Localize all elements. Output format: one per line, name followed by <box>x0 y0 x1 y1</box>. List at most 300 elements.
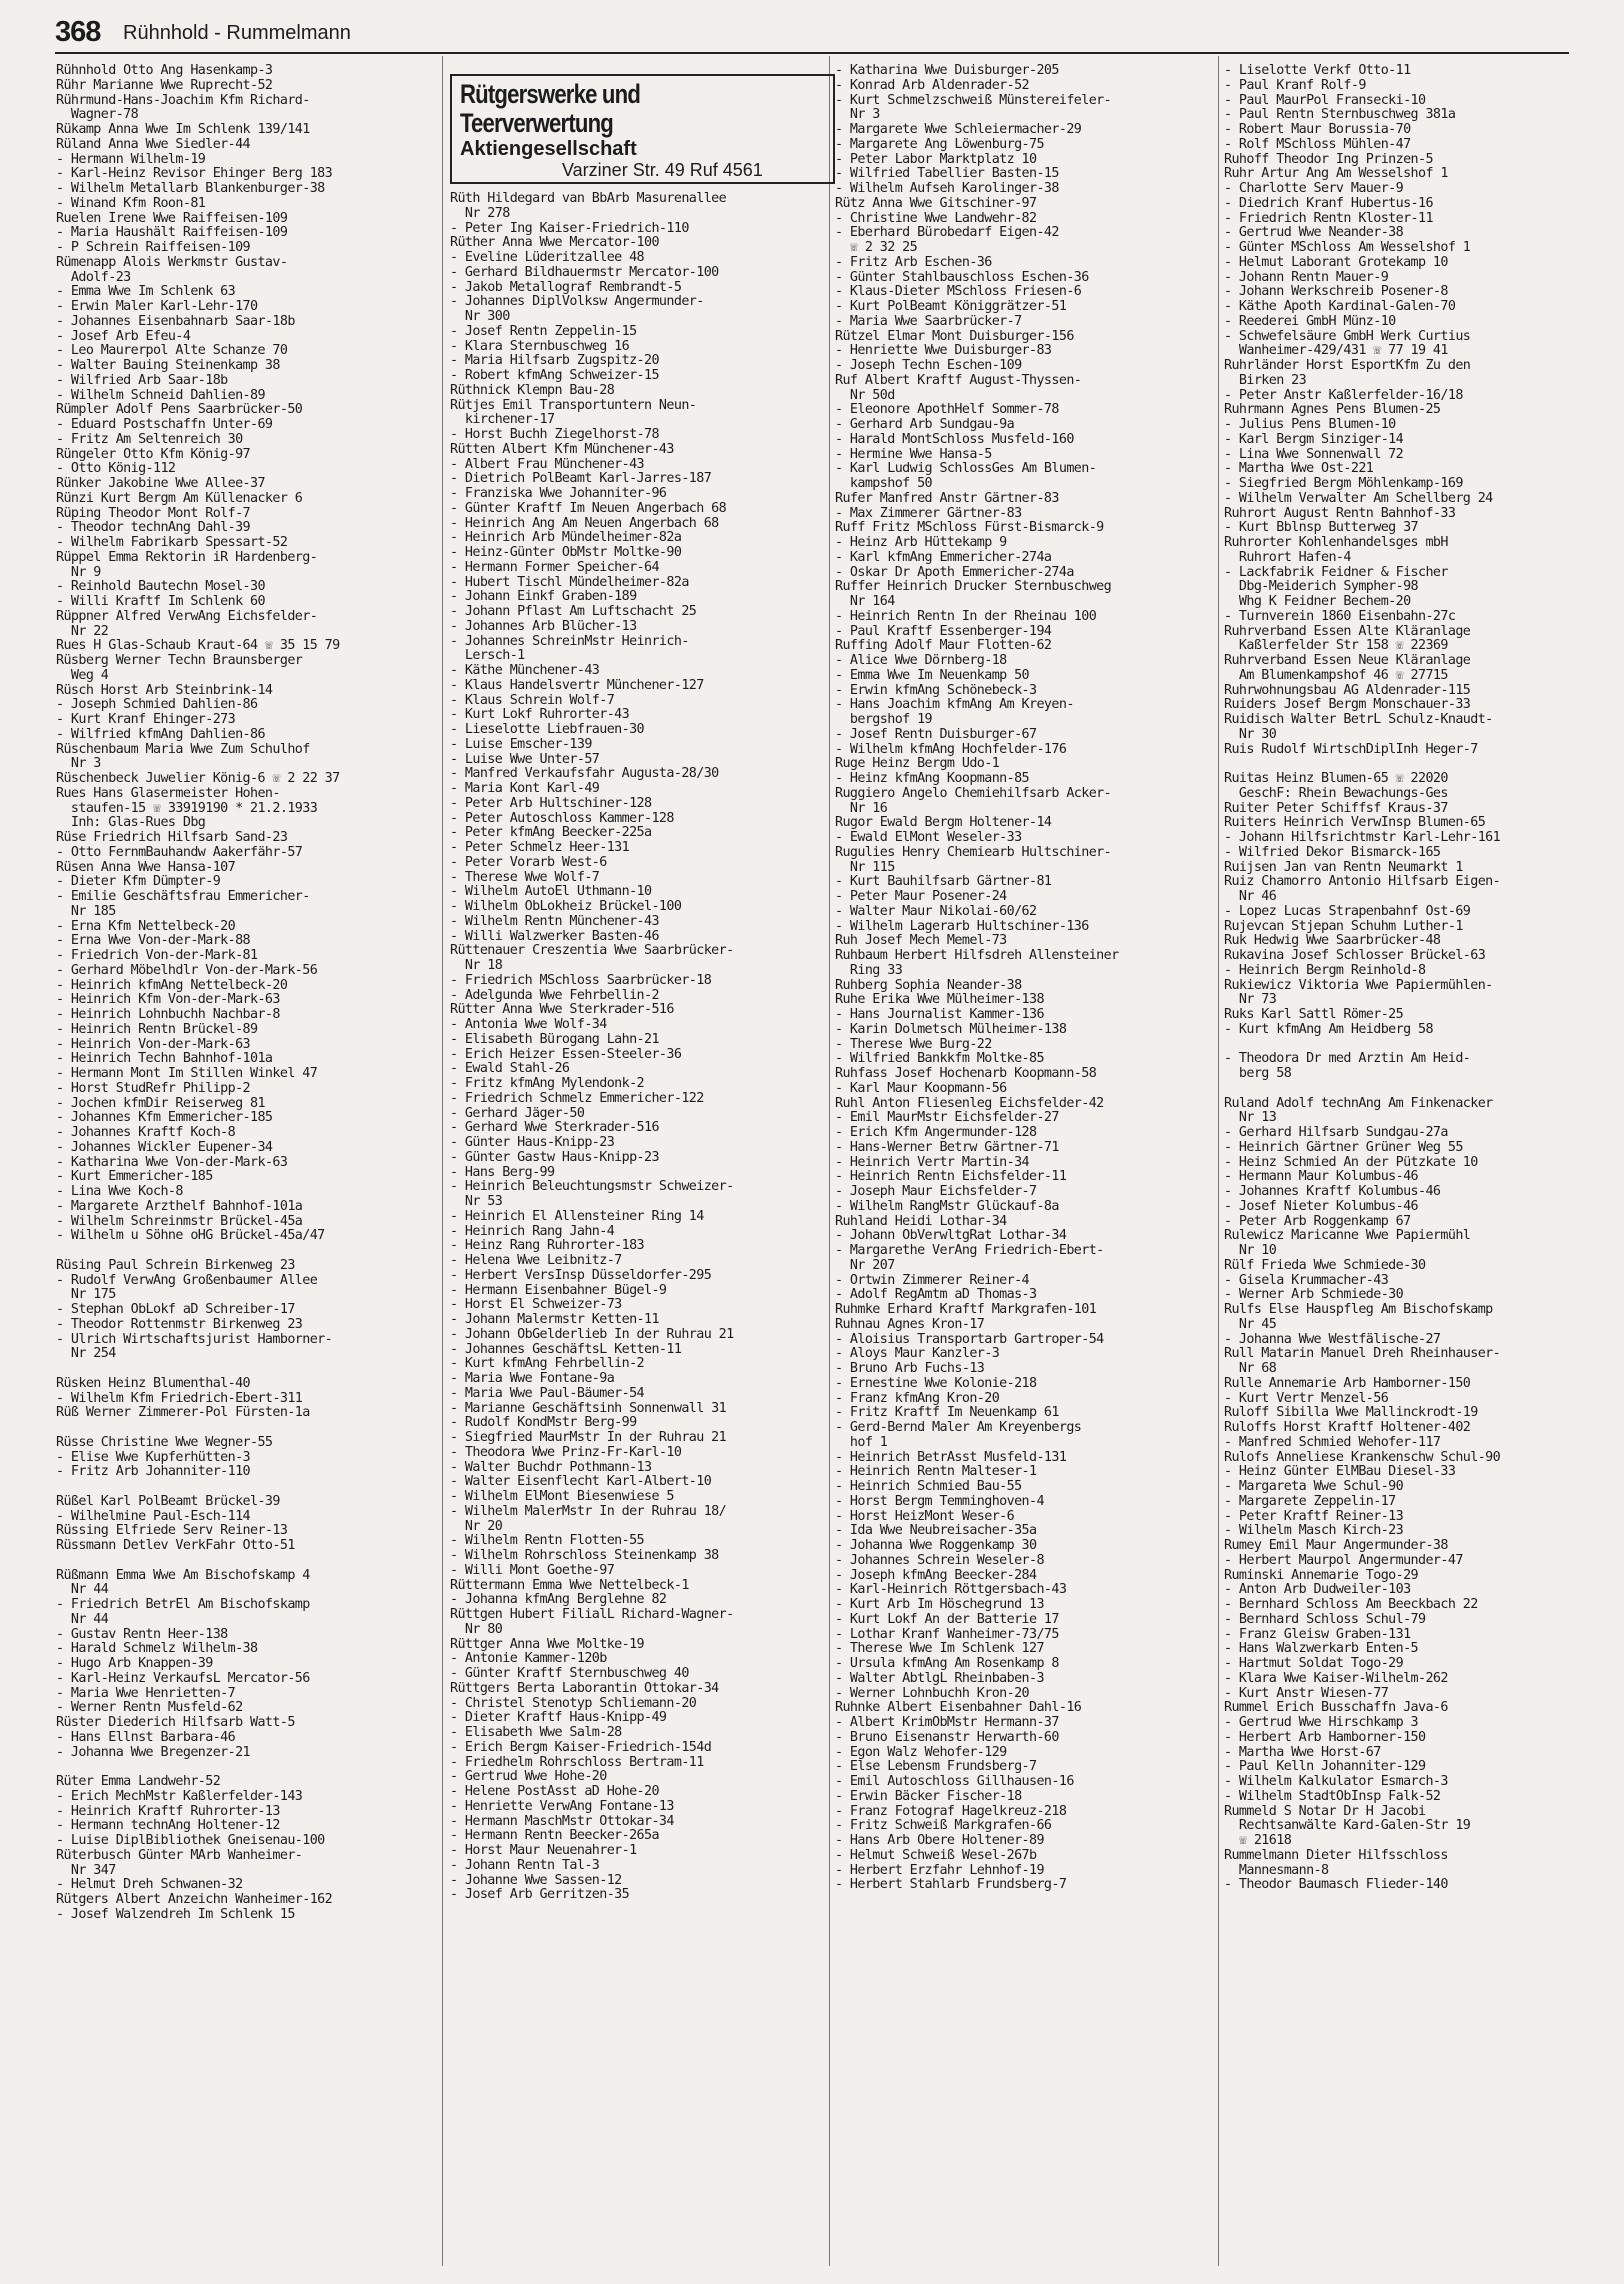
directory-entry: - Erna Wwe Von-der-Mark-88 <box>56 934 251 949</box>
directory-entry: - Franz Fotograf Hagelkreuz-218 <box>835 1804 1067 1819</box>
directory-entry: - Eveline Lüderitzallee 48 <box>450 251 645 265</box>
directory-entry: - Erich Heizer Essen-Steeler-36 <box>450 1047 682 1062</box>
directory-entry: Rührmund-Hans-Joachim Kfm Richard- <box>56 93 310 108</box>
directory-entry: - Elisabeth Bürogang Lahn-21 <box>450 1032 659 1047</box>
directory-entry: - Hartmut Soldat Togo-29 <box>1224 1657 1404 1671</box>
directory-entry: - Gertrud Wwe Neander-38 <box>1224 226 1404 241</box>
directory-entry: - Karl-Heinz VerkaufsL Mercator-56 <box>56 1671 310 1686</box>
directory-entry: Rulofs Anneliese Krankenschw Schul-90 <box>1224 1450 1501 1465</box>
directory-entry: Rütjes Emil Transportuntern Neun- <box>450 398 697 413</box>
directory-entry: Rüppner Alfred VerwAng Eichsfelder- <box>56 609 318 624</box>
directory-entry: - Peter Maur Posener-24 <box>835 890 1007 904</box>
directory-entry: Ruloff Sibilla Wwe Mallinckrodt-19 <box>1224 1406 1478 1421</box>
directory-entry: - Albert Frau Münchener-43 <box>450 457 645 472</box>
directory-entry: - Peter Arb Hultschiner-128 <box>450 796 652 811</box>
directory-entry: - Hans Joachim kfmAng Am Kreyen- <box>835 698 1074 713</box>
directory-entry: - Heinrich Rentn Eichsfelder-11 <box>835 1170 1067 1185</box>
directory-entry: - Friedrich BetrEl Am Bischofskamp <box>56 1598 310 1612</box>
directory-entry: - Margarete Ang Löwenburg-75 <box>835 137 1044 152</box>
directory-entry: Wanheimer-429/431 ☏ 77 19 41 <box>1224 344 1448 359</box>
directory-entry: - Wilhelm StadtObInsp Falk-52 <box>1224 1789 1441 1804</box>
directory-entry: - Katharina Wwe Von-der-Mark-63 <box>56 1155 288 1170</box>
directory-entry: Nr 80 <box>450 1622 503 1637</box>
directory-entry: Rüping Theodor Mont Rolf-7 <box>56 506 251 521</box>
directory-entry: - Johann ObVerwltgRat Lothar-34 <box>835 1229 1067 1244</box>
directory-entry: - Hermann Former Speicher-64 <box>450 560 659 575</box>
directory-entry: - Josef Nieter Kolumbus-46 <box>1224 1199 1419 1214</box>
directory-entry: - Peter Autoschloss Kammer-128 <box>450 811 674 826</box>
directory-entry: - Hermann technAng Holtener-12 <box>56 1819 280 1834</box>
directory-entry: Rüster Diederich Hilfsarb Watt-5 <box>56 1716 295 1730</box>
directory-entry: - Helene PostAsst aD Hohe-20 <box>450 1785 659 1799</box>
directory-entry: Ruhfass Josef Hochenarb Koopmann-58 <box>835 1067 1097 1081</box>
directory-entry: - Reinhold Bautechn Mosel-30 <box>56 580 265 595</box>
directory-entry: Ruhl Anton Fliesenleg Eichsfelder-42 <box>835 1096 1104 1111</box>
directory-entry <box>56 1362 441 1377</box>
directory-entry: - Henriette VerwAng Fontane-13 <box>450 1799 674 1814</box>
directory-entry: - Josef Arb Gerritzen-35 <box>450 1888 630 1903</box>
directory-entry: - Manfred Verkaufsfahr Augusta-28/30 <box>450 767 719 782</box>
directory-entry: Nr 18 <box>450 959 503 973</box>
directory-entry: - Franziska Wwe Johanniter-96 <box>450 487 667 501</box>
directory-entry: - Wilhelmine Paul-Esch-114 <box>56 1509 251 1524</box>
directory-entry: Rummelmann Dieter Hilfsschloss <box>1224 1848 1448 1863</box>
directory-entry: - Johann Rentn Tal-3 <box>450 1858 600 1873</box>
directory-entry: - Käthe Münchener-43 <box>450 664 600 678</box>
directory-entry: - Rudolf KondMstr Berg-99 <box>450 1416 637 1431</box>
directory-entry: - Josef Arb Efeu-4 <box>56 329 191 344</box>
directory-entry: - Otto König-112 <box>56 462 176 477</box>
directory-entry: - Johann Rentn Mauer-9 <box>1224 270 1389 285</box>
directory-entry: berg 58 <box>1224 1067 1292 1081</box>
directory-entry: - Henriette Wwe Duisburger-83 <box>835 344 1052 359</box>
directory-entry: - Hans-Werner Betrw Gärtner-71 <box>835 1140 1059 1155</box>
directory-entry: - Wilhelm Rentn Flotten-55 <box>450 1534 645 1549</box>
directory-entry: - Dieter Kfm Dümpter-9 <box>56 875 221 890</box>
directory-entry: Rütten Albert Kfm Münchener-43 <box>450 442 674 457</box>
directory-entry: - Diedrich Kranf Hubertus-16 <box>1224 196 1433 211</box>
directory-entry: - Klara Wwe Kaiser-Wilhelm-262 <box>1224 1671 1448 1686</box>
directory-entry: - Manfred Schmied Wehofer-117 <box>1224 1435 1441 1450</box>
directory-entry: - Willi Mont Goethe-97 <box>450 1563 615 1578</box>
directory-entry: - Maria Wwe Paul-Bäumer-54 <box>450 1386 645 1401</box>
column-divider <box>442 56 443 2266</box>
directory-entry: Rulfs Else Hauspfleg Am Bischofskamp <box>1224 1303 1493 1317</box>
directory-entry: - Antonia Wwe Wolf-34 <box>450 1018 607 1032</box>
directory-entry: - Luise DiplBibliothek Gneisenau-100 <box>56 1834 325 1848</box>
directory-entry: - Johannes Schrein Weseler-8 <box>835 1553 1044 1568</box>
directory-entry: - Fritz Arb Johanniter-110 <box>56 1465 251 1480</box>
directory-entry: - Maria Wwe Saarbrücker-7 <box>835 314 1022 329</box>
directory-entry: - Josef Rentn Zeppelin-15 <box>450 324 637 339</box>
directory-entry: - Paul Kraftf Essenberger-194 <box>835 624 1052 639</box>
directory-entry: - Gerd-Bernd Maler Am Kreyenbergs <box>835 1421 1082 1435</box>
directory-entry: - Wilhelm Kalkulator Esmarch-3 <box>1224 1775 1448 1789</box>
directory-entry: - Peter Vorarb West-6 <box>450 855 607 870</box>
directory-entry: - Johanne Wwe Sassen-12 <box>450 1873 622 1888</box>
directory-entry: - Friedhelm Rohrschloss Bertram-11 <box>450 1755 704 1770</box>
directory-entry: Nr 3 <box>835 108 880 123</box>
directory-entry: - Stephan ObLokf aD Schreiber-17 <box>56 1303 295 1317</box>
directory-entry: - Horst HeizMont Weser-6 <box>835 1509 1015 1524</box>
directory-entry: Rulewicz Maricanne Wwe Papiermühl <box>1224 1229 1471 1244</box>
directory-entry: - Martha Wwe Horst-67 <box>1224 1745 1381 1760</box>
directory-entry: Ruhbaum Herbert Hilfsdreh Allensteiner <box>835 949 1119 963</box>
column-divider <box>1218 56 1219 2266</box>
directory-entry: - Winand Kfm Roon-81 <box>56 196 206 211</box>
directory-entry: Ring 33 <box>835 963 903 978</box>
directory-entry: Rütz Anna Wwe Gitschiner-97 <box>835 196 1037 211</box>
directory-entry: - Johanna Wwe Westfälische-27 <box>1224 1332 1441 1347</box>
directory-entry: - Emil Autoschloss Gillhausen-16 <box>835 1775 1074 1789</box>
directory-entry: - Ewald Stahl-26 <box>450 1062 570 1077</box>
directory-entry: Rümpler Adolf Pens Saarbrücker-50 <box>56 403 303 418</box>
directory-entry: - Hans Berg-99 <box>450 1165 555 1180</box>
directory-entry: Rüppel Emma Rektorin iR Hardenberg- <box>56 550 318 565</box>
directory-entry: kirchener-17 <box>450 413 555 428</box>
directory-entry: - Heinrich Rentn Malteser-1 <box>835 1465 1037 1480</box>
directory-entry: - Günter Haus-Knipp-23 <box>450 1136 615 1150</box>
directory-entry: - Wilfried kfmAng Dahlien-86 <box>56 727 265 742</box>
directory-entry: - Gustav Rentn Heer-138 <box>56 1627 228 1642</box>
directory-entry: - Adelgunda Wwe Fehrbellin-2 <box>450 988 659 1003</box>
directory-entry: - Wilfried Bankkfm Moltke-85 <box>835 1052 1044 1067</box>
directory-entry: Rünker Jakobine Wwe Allee-37 <box>56 477 265 491</box>
directory-entry: - Johannes SchreinMstr Heinrich- <box>450 634 689 649</box>
directory-entry: - Wilhelm Fabrikarb Spessart-52 <box>56 536 288 550</box>
directory-entry: - Wilhelm RangMstr Glückauf-8a <box>835 1199 1059 1214</box>
directory-entry: Rütgers Albert Anzeichn Wanheimer-162 <box>56 1893 333 1907</box>
directory-entry: - Gertrud Wwe Hohe-20 <box>450 1770 607 1785</box>
directory-entry: - Johann Werkschreib Posener-8 <box>1224 285 1448 300</box>
directory-entry: - Ortwin Zimmerer Reiner-4 <box>835 1273 1030 1288</box>
directory-entry: - Johanna kfmAng Berglehne 82 <box>450 1593 667 1608</box>
directory-entry: Rüßmann Emma Wwe Am Bischofskamp 4 <box>56 1568 310 1583</box>
directory-entry: - Ulrich Wirtschaftsjurist Hamborner- <box>56 1332 333 1347</box>
directory-entry: - Hermann Maur Kolumbus-46 <box>1224 1170 1419 1185</box>
directory-entry: - Peter Arb Roggenkamp 67 <box>1224 1214 1411 1229</box>
directory-entry: - Hermann Mont Im Stillen Winkel 47 <box>56 1067 318 1081</box>
directory-entry: Rüsch Horst Arb Steinbrink-14 <box>56 683 273 698</box>
directory-entry: - Otto FernmBauhandw Aakerfähr-57 <box>56 845 303 860</box>
directory-entry: - Johanna Wwe Roggenkamp 30 <box>835 1539 1037 1553</box>
directory-entry: Ruiters Heinrich VerwInsp Blumen-65 <box>1224 816 1486 831</box>
directory-entry: - Kurt Bblnsp Butterweg 37 <box>1224 521 1419 536</box>
directory-entry: Lersch-1 <box>450 649 525 664</box>
directory-entry: Nr 185 <box>56 904 116 919</box>
directory-entry: - Christel Stenotyp Schliemann-20 <box>450 1696 697 1711</box>
directory-entry: - Heinz-Günter ObMstr Moltke-90 <box>450 546 682 560</box>
directory-entry: - Klaus Schrein Wolf-7 <box>450 693 615 708</box>
directory-entry: - Erich MechMstr Kaßlerfelder-143 <box>56 1789 303 1804</box>
directory-entry: Ruminski Annemarie Togo-29 <box>1224 1568 1419 1583</box>
directory-entry: - Maria Wwe Fontane-9a <box>450 1372 615 1386</box>
directory-entry: Rüttermann Emma Wwe Nettelbeck-1 <box>450 1578 689 1593</box>
directory-entry: - Emil MaurMstr Eichsfelder-27 <box>835 1111 1059 1126</box>
directory-entry: - Heinrich Rang Jahn-4 <box>450 1224 615 1239</box>
directory-entry: Ruhberg Sophia Neander-38 <box>835 978 1022 993</box>
directory-entry: Ruhrländer Horst EsportKfm Zu den <box>1224 359 1471 373</box>
directory-entry: - Kurt Emmericher-185 <box>56 1170 213 1185</box>
directory-entry: Rull Matarin Manuel Dreh Rheinhauser- <box>1224 1347 1501 1362</box>
directory-entry: - Schwefelsäure GmbH Werk Curtius <box>1224 329 1471 344</box>
directory-entry: Rugulies Henry Chemiearb Hultschiner- <box>835 845 1112 860</box>
directory-entry: Rümenapp Alois Werkmstr Gustav- <box>56 255 288 270</box>
directory-entry: - Wilhelm Kfm Friedrich-Ebert-311 <box>56 1391 303 1406</box>
directory-entry: - Luise Wwe Unter-57 <box>450 752 600 767</box>
directory-entry: Rützel Elmar Mont Duisburger-156 <box>835 329 1074 344</box>
directory-entry: - Emilie Geschäftsfrau Emmericher- <box>56 890 310 904</box>
directory-entry: - Emma Wwe Im Neuenkamp 50 <box>835 668 1030 683</box>
directory-entry: Rüse Friedrich Hilfsarb Sand-23 <box>56 831 288 845</box>
directory-entry: - Kurt Schmelzschweiß Münstereifeler- <box>835 93 1112 108</box>
directory-entry: - Wilhelm kfmAng Hochfelder-176 <box>835 742 1067 757</box>
directory-entry: Whg K Feidner Bechem-20 <box>1224 595 1411 609</box>
directory-entry: - Heinrich Lohnbuchh Nachbar-8 <box>56 1008 280 1022</box>
directory-entry: Rufer Manfred Anstr Gärtner-83 <box>835 491 1059 506</box>
directory-entry: - Theodora Dr med Ärztin Am Heid- <box>1224 1052 1471 1067</box>
directory-entry: Am Blumenkampshof 46 ☏ 27715 <box>1224 668 1448 683</box>
directory-entry: Rütter Anna Wwe Sterkrader-516 <box>450 1003 674 1018</box>
directory-entry: - Klara Sternbuschweg 16 <box>450 339 630 354</box>
directory-entry: - Peter Kraftf Reiner-13 <box>1224 1509 1404 1524</box>
directory-entry: - Horst StudRefr Philipp-2 <box>56 1081 251 1096</box>
directory-entry: - Hermann Eisenbahner Bügel-9 <box>450 1283 667 1298</box>
directory-entry: - Walter Maur Nikolai-60/62 <box>835 904 1037 919</box>
directory-entry: - Hermann Rentn Beecker-265a <box>450 1829 659 1844</box>
directory-entry: - Heinrich Arb Mündelheimer-82a <box>450 531 682 546</box>
directory-entry: - Günter Gastw Haus-Knipp-23 <box>450 1150 659 1165</box>
directory-entry: Rüsberg Werner Techn Braunsberger <box>56 654 303 668</box>
directory-entry: - Peter Labor Marktplatz 10 <box>835 152 1037 167</box>
directory-entry: Ruge Heinz Bergm Udo-1 <box>835 757 1000 772</box>
directory-entry: Nr 300 <box>450 310 510 324</box>
directory-entry: Inh: Glas-Rues Dbg <box>56 816 206 831</box>
directory-entry: - Oskar Dr Apoth Emmericher-274a <box>835 565 1074 580</box>
directory-entry: Nr 30 <box>1224 727 1277 742</box>
directory-entry: - Johann Einkf Graben-189 <box>450 590 637 605</box>
directory-entry: Rüsen Anna Wwe Hansa-107 <box>56 860 236 875</box>
directory-entry: Ruhrort August Rentn Bahnhof-33 <box>1224 506 1456 521</box>
directory-entry: - Johannes Kfm Emmericher-185 <box>56 1111 273 1126</box>
directory-entry: - Hans Journalist Kammer-136 <box>835 1008 1044 1022</box>
directory-entry: - Horst Bergm Temminghoven-4 <box>835 1494 1044 1509</box>
directory-entry: Kaßlerfelder Str 158 ☏ 22369 <box>1224 639 1448 654</box>
directory-entry: Nr 73 <box>1224 993 1277 1008</box>
directory-entry: - Walter Eisenflecht Karl-Albert-10 <box>450 1475 712 1490</box>
directory-entry: - Siegfried MaurMstr In der Ruhrau 21 <box>450 1431 727 1445</box>
directory-entry: - Paul Rentn Sternbuschweg 381a <box>1224 108 1456 123</box>
directory-entry: Rüsse Christine Wwe Wegner-55 <box>56 1435 273 1450</box>
directory-entry: Ruijsen Jan van Rentn Neumarkt 1 <box>1224 860 1463 875</box>
directory-entry: - Konrad Arb Aldenrader-52 <box>835 78 1030 93</box>
directory-entry: - Anton Arb Dudweiler-103 <box>1224 1583 1411 1598</box>
directory-entry: Rüsken Heinz Blumenthal-40 <box>56 1376 251 1391</box>
directory-entry: Ruffing Adolf Maur Flotten-62 <box>835 639 1052 654</box>
directory-entry: - Jakob Metallograf Rembrandt-5 <box>450 280 682 295</box>
directory-entry: - Albert KrimObMstr Hermann-37 <box>835 1716 1059 1730</box>
directory-entry: - Heinrich Von-der-Mark-63 <box>56 1037 251 1052</box>
directory-entry: - Bernhard Schloss Am Beeckbach 22 <box>1224 1598 1478 1612</box>
directory-entry: - Gerhard Bildhauermstr Mercator-100 <box>450 265 719 280</box>
directory-entry: - Willi Kraftf Im Schlenk 60 <box>56 595 265 609</box>
directory-entry: - Johann ObGelderlieb In der Ruhrau 21 <box>450 1327 734 1342</box>
directory-entry: - Gisela Krummacher-43 <box>1224 1273 1389 1288</box>
directory-entry: - Gerhard Arb Sundgau-9a <box>835 418 1015 432</box>
directory-entry: Ruhnke Albert Eisenbahner Dahl-16 <box>835 1701 1082 1716</box>
directory-entry <box>56 1421 441 1436</box>
directory-entry: - Walter AbtlgL Rheinbaben-3 <box>835 1671 1044 1686</box>
directory-entry: - Kurt Anstr Wiesen-77 <box>1224 1686 1389 1701</box>
directory-entry: - Hans Ellnst Barbara-46 <box>56 1730 236 1745</box>
directory-entry: Rüschenbaum Maria Wwe Zum Schulhof <box>56 742 310 757</box>
directory-entry: - Hermine Wwe Hansa-5 <box>835 447 992 462</box>
directory-entry: - Heinrich Kraftf Ruhrorter-13 <box>56 1804 280 1819</box>
directory-entry: - Harald MontSchloss Musfeld-160 <box>835 432 1074 447</box>
directory-entry: - Liselotte Verkf Otto-11 <box>1224 64 1411 78</box>
directory-entry: - Charlotte Serv Mauer-9 <box>1224 182 1404 196</box>
directory-entry: - Heinrich Rentn In der Rheinau 100 <box>835 609 1097 624</box>
directory-entry: - Adolf RegAmtm aD Thomas-3 <box>835 1288 1037 1303</box>
directory-entry: - Kurt kfmAng Fehrbellin-2 <box>450 1357 645 1372</box>
directory-entry: Ruhland Heidi Lothar-34 <box>835 1214 1007 1229</box>
directory-entry: - Helmut Laborant Grotekamp 10 <box>1224 255 1448 270</box>
directory-column-1 <box>56 64 441 2259</box>
directory-entry: - Maria Wwe Henrietten-7 <box>56 1686 236 1701</box>
directory-entry <box>56 1760 441 1775</box>
directory-entry: - Leo Maurerpol Alte Schanze 70 <box>56 344 288 359</box>
directory-entry: Rüth Hildegard van BbArb Masurenallee <box>450 192 727 206</box>
directory-entry: - Horst Buchh Ziegelhorst-78 <box>450 428 659 442</box>
directory-entry: - Joseph Schmied Dahlien-86 <box>56 698 258 713</box>
directory-entry: Ruf Albert Kraftf August-Thyssen- <box>835 373 1082 388</box>
directory-entry: - Wilhelm Verwalter Am Schellberg 24 <box>1224 491 1493 506</box>
directory-entry: - Kurt PolBeamt Königgrätzer-51 <box>835 300 1067 314</box>
directory-entry: Nr 16 <box>835 801 888 816</box>
directory-entry: - Lothar Kranf Wanheimer-73/75 <box>835 1627 1059 1642</box>
directory-entry: - Johannes Kraftf Kolumbus-46 <box>1224 1185 1441 1199</box>
directory-entry: - Wilhelm Masch Kirch-23 <box>1224 1524 1404 1539</box>
directory-entry: Ruhrverband Essen Alte Kläranlage <box>1224 624 1471 639</box>
directory-entry: - Hubert Tischl Mündelheimer-82a <box>450 575 689 590</box>
directory-entry: - Helena Wwe Leibnitz-7 <box>450 1254 622 1268</box>
directory-entry: - Walter Buchdr Pothmann-13 <box>450 1460 652 1475</box>
directory-entry: Rujevcan Stjepan Schuhm Luther-1 <box>1224 919 1463 934</box>
directory-entry: - Gertrud Wwe Hirschkamp 3 <box>1224 1716 1419 1730</box>
directory-entry: Nr 10 <box>1224 1244 1277 1258</box>
directory-entry: - Friedrich Von-der-Mark-81 <box>56 949 258 963</box>
directory-entry: - Jochen kfmDir Reiserweg 81 <box>56 1096 265 1111</box>
directory-entry: Nr 44 <box>56 1612 109 1627</box>
directory-entry: - Herbert Maurpol Angermunder-47 <box>1224 1553 1463 1568</box>
directory-entry: - Maria Kont Karl-49 <box>450 782 600 796</box>
directory-entry: - Wilfried Dekor Bismarck-165 <box>1224 845 1441 860</box>
directory-entry: - Hans Walzwerkarb Enten-5 <box>1224 1642 1419 1657</box>
directory-entry: - Werner Lohnbuchh Kron-20 <box>835 1686 1030 1701</box>
ad-company-name: Rütgerswerke und <box>460 79 641 109</box>
directory-entry: ☏ 2 32 25 <box>835 241 918 255</box>
directory-entry: - Erwin Maler Karl-Lehr-170 <box>56 300 258 314</box>
directory-entry: - Walter Bauing Steinenkamp 38 <box>56 359 280 373</box>
directory-entry: - Margarethe VerAng Friedrich-Ebert- <box>835 1244 1104 1258</box>
directory-entry: - Robert kfmAng Schweizer-15 <box>450 369 659 383</box>
directory-entry: Ruelen Irene Wwe Raiffeisen-109 <box>56 211 288 226</box>
directory-entry: Nr 22 <box>56 624 109 639</box>
directory-entry: - Heinrich Bergm Reinhold-8 <box>1224 963 1426 978</box>
directory-entry: - Ursula kfmAng Am Rosenkamp 8 <box>835 1657 1059 1671</box>
directory-entry: - Wilfried Arb Saar-18b <box>56 373 228 388</box>
directory-entry: Ruhmke Erhard Kraftf Markgrafen-101 <box>835 1303 1097 1317</box>
directory-entry: Nr 254 <box>56 1347 116 1362</box>
directory-entry: Nr 175 <box>56 1288 116 1303</box>
directory-entry: Nr 46 <box>1224 890 1277 904</box>
directory-entry: - Fritz kfmAng Mylendonk-2 <box>450 1077 645 1091</box>
directory-entry: - Wilhelm Rentn Münchener-43 <box>450 914 659 929</box>
directory-entry: Rüß Werner Zimmerer-Pol Fürsten-1a <box>56 1406 310 1421</box>
directory-entry: Rüssing Elfriede Serv Reiner-13 <box>56 1524 288 1539</box>
directory-entry: Wagner-78 <box>56 108 139 123</box>
directory-entry: Nr 50d <box>835 388 895 403</box>
directory-entry: - Luise Emscher-139 <box>450 737 592 752</box>
directory-entry: - Karl Maur Koopmann-56 <box>835 1081 1007 1096</box>
directory-entry: Rumey Emil Maur Angermunder-38 <box>1224 1539 1448 1553</box>
directory-entry: - Joseph kfmAng Beecker-284 <box>835 1568 1037 1583</box>
directory-entry: Mannesmann-8 <box>1224 1863 1329 1878</box>
directory-entry: Nr 115 <box>835 860 895 875</box>
directory-entry: - Ida Wwe Neubreisacher-35a <box>835 1524 1037 1539</box>
page-header <box>55 16 1569 54</box>
directory-entry: - Katharina Wwe Duisburger-205 <box>835 64 1059 78</box>
directory-entry: - Theodor Rottenmstr Birkenweg 23 <box>56 1317 303 1332</box>
directory-entry: - Wilhelm Schreinmstr Brückel-45a <box>56 1214 303 1229</box>
directory-entry: - Erich Kfm Angermunder-128 <box>835 1126 1037 1140</box>
running-head: Rühnhold - Rummelmann <box>123 22 351 44</box>
directory-entry: - Heinrich El Allensteiner Ring 14 <box>450 1209 704 1224</box>
directory-entry: - Hermann Wilhelm-19 <box>56 152 206 167</box>
directory-entry: - Lopez Lucas Strapenbahnf Ost-69 <box>1224 904 1471 919</box>
directory-entry: - Hermann MaschMstr Ottokar-34 <box>450 1814 674 1829</box>
directory-entry: - Erna Kfm Nettelbeck-20 <box>56 919 236 934</box>
directory-entry: Ruiter Peter Schiffsf Kraus-37 <box>1224 801 1448 816</box>
directory-entry: - Erich Bergm Kaiser-Friedrich-154d <box>450 1740 712 1755</box>
directory-entry: - Johannes Arb Blücher-13 <box>450 619 637 634</box>
directory-entry: - Heinrich Schmied Bau-55 <box>835 1480 1022 1494</box>
directory-entry: bergshof 19 <box>835 713 933 727</box>
directory-entry: Ruffer Heinrich Drucker Sternbuschweg <box>835 580 1112 595</box>
directory-entry: - Gerhard Möbelhdlr Von-der-Mark-56 <box>56 963 318 978</box>
directory-entry: - Karl kfmAng Emmericher-274a <box>835 550 1052 565</box>
directory-entry: - Kurt Vertr Menzel-56 <box>1224 1391 1389 1406</box>
directory-entry: - Johanna Wwe Bregenzer-21 <box>56 1745 251 1760</box>
directory-entry: - Klaus-Dieter MSchloss Friesen-6 <box>835 285 1082 300</box>
directory-entry: Rüttenauer Creszentia Wwe Saarbrücker- <box>450 944 734 959</box>
directory-entry: Nr 164 <box>835 595 895 609</box>
ad-company-name-2: Teerverwertung <box>460 108 613 138</box>
directory-entry: - Karl Bergm Sinziger-14 <box>1224 432 1404 447</box>
directory-entry: - Wilhelm Rohrschloss Steinenkamp 38 <box>450 1549 719 1563</box>
directory-entry: Ruhrmann Agnes Pens Blumen-25 <box>1224 403 1441 418</box>
directory-entry: - Wilfried Tabellier Basten-15 <box>835 167 1059 182</box>
directory-entry: Rüngeler Otto Kfm König-97 <box>56 447 251 462</box>
directory-entry: - Gerhard Jäger-50 <box>450 1106 585 1121</box>
directory-entry: - Aloisius Transportarb Gartroper-54 <box>835 1332 1104 1347</box>
directory-entry: - Alice Wwe Dörnberg-18 <box>835 654 1007 668</box>
directory-entry: - Heinrich Kfm Von-der-Mark-63 <box>56 993 280 1008</box>
directory-entry <box>1224 1038 1614 1053</box>
directory-entry: - Günter Stahlbauschloss Eschen-36 <box>835 270 1089 285</box>
directory-entry: - Willi Walzwerker Basten-46 <box>450 929 659 944</box>
directory-entry: - Turnverein 1860 Eisenbahn-27c <box>1224 609 1456 624</box>
